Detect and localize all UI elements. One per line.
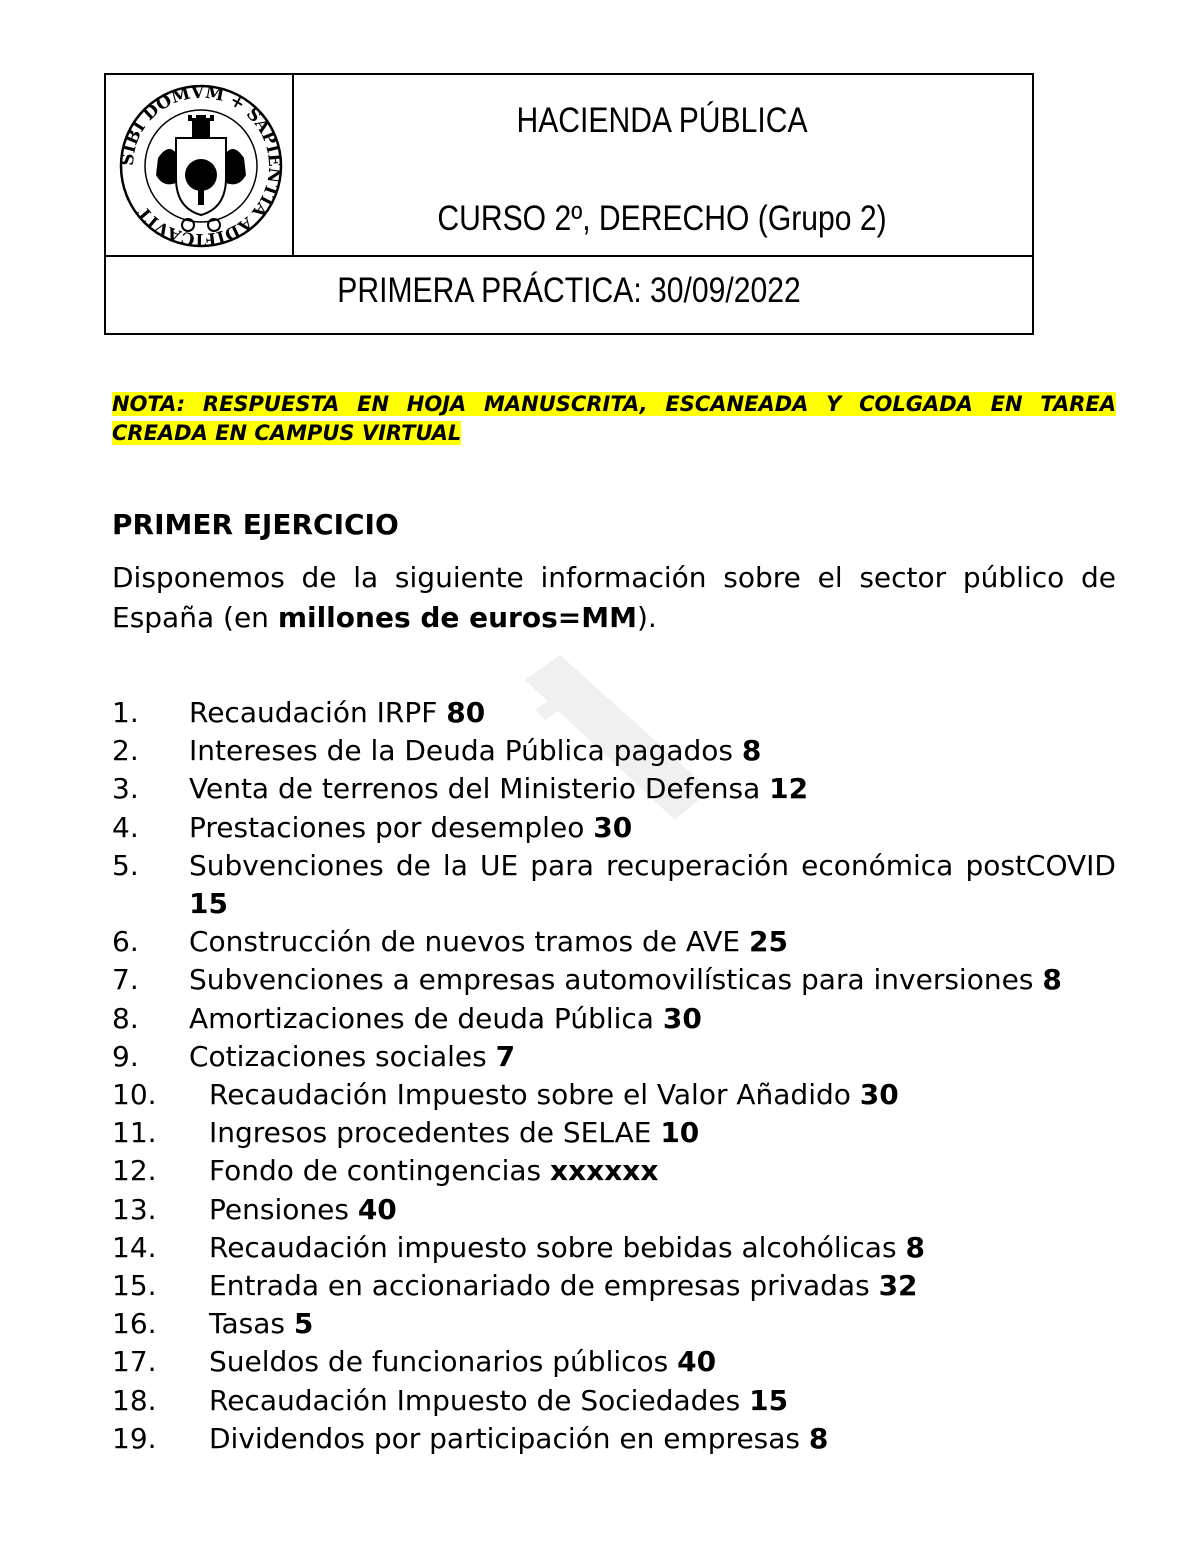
item-number: 14. — [112, 1230, 157, 1264]
list-item — [112, 1305, 1116, 1343]
item-number: 18. — [112, 1383, 157, 1417]
item-text: Dividendos por participación en empresas — [209, 1421, 809, 1455]
item-value: 30 — [662, 1001, 702, 1035]
item-number: 13. — [112, 1192, 157, 1226]
seal-cell — [106, 75, 294, 255]
header-top-row — [106, 75, 1032, 257]
item-text: Amortizaciones de deuda Pública — [189, 1001, 663, 1035]
item-text: Recaudación Impuesto de Sociedades — [209, 1383, 750, 1417]
item-number: 1. — [112, 696, 139, 729]
list-item — [112, 1267, 1116, 1305]
item-value: 8 — [1042, 963, 1062, 997]
item-number: 12. — [112, 1154, 157, 1188]
item-text: Subvenciones a empresas automovilísticas para inversiones — [189, 963, 1043, 997]
item-number: 15. — [112, 1269, 157, 1303]
list-item — [112, 1191, 1116, 1229]
item-text: Venta de terrenos del Ministerio Defensa — [189, 772, 770, 806]
item-value: 40 — [357, 1192, 397, 1226]
item-value: 10 — [660, 1116, 700, 1150]
item-value: xxxxxx — [550, 1154, 659, 1188]
list-item — [112, 1420, 1116, 1458]
intro-text: Disponemos de la siguiente información sobre el sector público de España (en — [112, 561, 1116, 634]
exercise-intro — [112, 558, 1116, 638]
item-text: Sueldos de funcionarios públicos — [209, 1345, 678, 1379]
university-seal-icon — [118, 83, 284, 249]
item-text: Construcción de nuevos tramos de AVE — [189, 925, 749, 959]
item-number: 8. — [112, 1001, 139, 1035]
list-item — [112, 1343, 1116, 1381]
item-value: 32 — [878, 1269, 918, 1303]
item-value: 25 — [748, 925, 788, 959]
item-number: 11. — [112, 1116, 157, 1150]
nota-text: NOTA: RESPUESTA EN HOJA MANUSCRITA, ESCANEADA Y COLGADA EN TAREA CREADA EN CAMPUS VIRTUAL — [112, 392, 1116, 445]
item-value: 80 — [446, 696, 486, 729]
item-text: Subvenciones de la UE para recuperación económica postCOVID — [189, 848, 1116, 882]
item-value: 15 — [189, 887, 228, 921]
item-number: 4. — [112, 810, 139, 844]
item-value: 40 — [677, 1345, 717, 1379]
item-text: Recaudación IRPF — [189, 696, 447, 729]
list-item — [112, 694, 1116, 732]
item-value: 30 — [859, 1078, 899, 1112]
list-item — [112, 1229, 1116, 1267]
list-item — [112, 1382, 1116, 1420]
list-item — [112, 809, 1116, 847]
list-item — [112, 1152, 1116, 1190]
item-number: 7. — [112, 963, 139, 997]
practice-date-line: PRIMERA PRÁCTICA: 30/09/2022 — [337, 271, 801, 310]
item-text: Tasas — [209, 1307, 294, 1341]
course-line: CURSO 2º, DERECHO (Grupo 2) — [437, 199, 887, 238]
item-number: 10. — [112, 1078, 157, 1112]
item-text: Prestaciones por desempleo — [189, 810, 594, 844]
item-value: 30 — [593, 810, 633, 844]
nota-highlight — [112, 390, 1116, 448]
intro-units-bold: millones de euros=MM — [277, 601, 637, 634]
item-number: 9. — [112, 1039, 139, 1073]
item-number: 2. — [112, 734, 139, 768]
list-item — [112, 1076, 1116, 1114]
list-item — [112, 770, 1116, 808]
header-box — [104, 73, 1034, 335]
seal-ring-text: SIBI DOMVM + SAPIENTIA ADIFICAVIT — [118, 83, 284, 249]
document-title: HACIENDA PÚBLICA — [516, 101, 808, 140]
item-value: 12 — [769, 772, 809, 806]
item-number: 6. — [112, 925, 139, 959]
item-text: Fondo de contingencias — [209, 1154, 551, 1188]
item-text: Ingresos procedentes de SELAE — [209, 1116, 661, 1150]
list-item — [112, 1000, 1116, 1038]
item-number: 5. — [112, 848, 139, 882]
items-list — [112, 694, 1116, 1458]
item-value: 8 — [808, 1421, 829, 1455]
item-text: Recaudación Impuesto sobre el Valor Añadido — [209, 1078, 860, 1112]
item-number: 16. — [112, 1307, 157, 1341]
list-item — [112, 1038, 1116, 1076]
exercise-heading: PRIMER EJERCICIO — [112, 508, 399, 541]
intro-end: ). — [636, 601, 657, 634]
list-item — [112, 1114, 1116, 1152]
item-value: 7 — [495, 1039, 516, 1073]
list-item — [112, 923, 1116, 961]
item-value: 8 — [741, 734, 762, 768]
item-text: Pensiones — [209, 1192, 358, 1226]
item-value: 15 — [749, 1383, 789, 1417]
list-item — [112, 732, 1116, 770]
item-text: Entrada en accionariado de empresas privadas — [209, 1269, 879, 1303]
item-text: Cotizaciones sociales — [189, 1039, 496, 1073]
item-number: 3. — [112, 772, 139, 806]
item-value: 5 — [293, 1307, 314, 1341]
item-text: Recaudación impuesto sobre bebidas alcohólicas — [209, 1230, 906, 1264]
list-item — [112, 847, 1116, 923]
item-number: 19. — [112, 1421, 157, 1455]
list-item — [112, 961, 1116, 999]
item-text: Intereses de la Deuda Pública pagados — [189, 734, 742, 768]
item-value: 8 — [905, 1230, 925, 1264]
item-number: 17. — [112, 1345, 157, 1379]
